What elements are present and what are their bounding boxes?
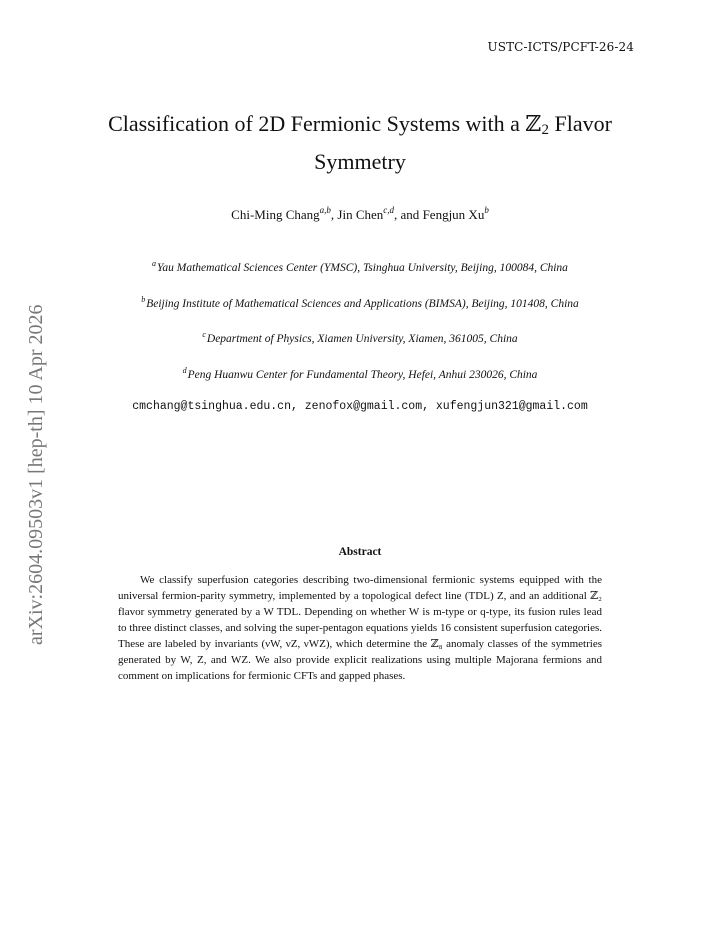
- title-part-1: Classification of 2D Fermionic Systems with a: [108, 111, 526, 136]
- affiliation-text: Beijing Institute of Mathematical Sciences and Applications (BIMSA), Beijing, 101408, China: [146, 298, 579, 310]
- title-math-symbol: ℤ: [525, 111, 542, 136]
- abstract-body: We classify superfusion categories describing two-dimensional fermionic systems equipped with the universal fermion-parity symmetry, implemented by a topological defect line (TDL) Z, and an additional ℤ₂ flavor symmetry generated by a W TDL. Depending on whether W is m-type or q-type, its fusion rules lead to three distinct classes, and solving the super-pentagon equations yields 16 consistent superfusion categories. These are labeled by invariants (νW, νZ, νWZ), which determine the ℤ₈ anomaly classes of the symmetries generated by W, Z, and WZ. We also provide explicit realizations using multiple Majorana fermions and comment on implications for fermionic CFTs and gapped phases.: [118, 574, 602, 682]
- affiliation-text: Peng Huanwu Center for Fundamental Theory, Hefei, Anhui 230026, China: [187, 369, 538, 381]
- affiliation-mark: c: [202, 330, 206, 339]
- affiliation: [40, 366, 680, 381]
- author-affiliation-marks: a,b: [319, 205, 331, 215]
- author-name: Jin Chen: [337, 207, 384, 222]
- affiliation: [40, 330, 680, 345]
- author-name: Fengjun Xu: [422, 207, 485, 222]
- abstract-heading: Abstract: [338, 546, 382, 558]
- affiliation: [40, 295, 680, 310]
- affiliation-mark: d: [182, 366, 187, 375]
- paper-title: [60, 108, 660, 178]
- author-emails: cmchang@tsinghua.edu.cn, zenofox@gmail.com, xufengjun321@gmail.com: [132, 400, 588, 413]
- report-number: USTC-ICTS/PCFT-26-24: [487, 40, 634, 54]
- affiliation-mark: b: [141, 295, 146, 304]
- title-part-2: Flavor Symmetry: [314, 111, 612, 174]
- author-affiliation-marks: c,d: [383, 205, 395, 215]
- author-name: Chi-Ming Chang: [231, 207, 320, 222]
- title-math-subscript: 2: [541, 122, 549, 138]
- arxiv-stamp: arXiv:2604.09503v1 [hep-th] 10 Apr 2026: [25, 304, 47, 645]
- affiliation-text: Yau Mathematical Sciences Center (YMSC), Tsinghua University, Beijing, 100084, China: [157, 262, 568, 274]
- author-separator: , and: [394, 207, 423, 222]
- author-affiliation-marks: b: [484, 205, 489, 215]
- affiliation: [40, 259, 680, 274]
- affiliation-text: Department of Physics, Xiamen University, Xiamen, 361005, China: [206, 333, 518, 345]
- author-list: [60, 205, 660, 223]
- affiliation-mark: a: [152, 259, 157, 268]
- author-separator: ,: [330, 207, 338, 222]
